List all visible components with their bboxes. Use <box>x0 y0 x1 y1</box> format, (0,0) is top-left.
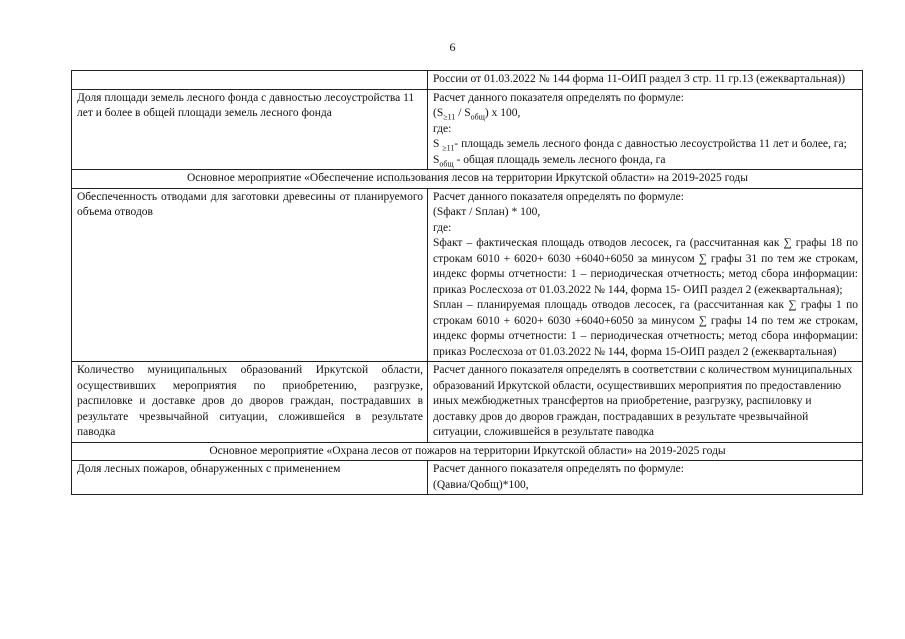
indicator-table <box>71 70 863 495</box>
calculation-cell <box>428 461 863 495</box>
table-row <box>72 89 863 170</box>
formula-subscript: ≥11 <box>443 112 456 122</box>
table-row <box>72 188 863 362</box>
calculation-cell: Расчет данного показателя определять в соответствии с количеством муниципальных образований Иркутской области, осуществивших мероприятия по предоставлению иных межбюджетных трансфертов на приобретение, разгрузку, распиловку и доставку дров до дворов граждан, пострадавших в результате чрезвычайной ситуации, сложившейся в результате паводка <box>428 362 863 443</box>
table-row <box>72 71 863 90</box>
page-number: 6 <box>449 40 456 54</box>
calculation-cell <box>428 188 863 362</box>
definition-symbol: S <box>433 153 440 166</box>
indicator-name-cell: Доля площади земель лесного фонда с давностью лесоустройства 11 лет и более в общей площади земель лесного фонда <box>72 89 428 170</box>
section-heading: Основное мероприятие «Обеспечение использования лесов на территории Иркутской области» на 2019-2025 годы <box>72 170 863 189</box>
formula: (Sфакт / Sплан) * 100, <box>433 206 541 218</box>
indicator-name-cell <box>72 71 428 90</box>
indicator-name-cell: Обеспеченность отводами для заготовки древесины от планируемого объема отводов <box>72 188 428 362</box>
formula-part: ) х 100, <box>484 107 521 119</box>
definition <box>433 137 858 153</box>
indicator-name-cell: Количество муниципальных образований Иркутской области, осуществивших мероприятия по приобретению, разгрузке, распиловке и доставке дров до дворов граждан, пострадавших в результате чрезвычайной ситуации, сложившейся в результате паводка <box>72 362 428 443</box>
formula <box>433 106 858 122</box>
calculation-text: России от 01.03.2022 № 144 форма 11-ОИП раздел 3 стр. 11 гр.13 (ежеквартальная)) <box>433 73 846 85</box>
definition <box>433 153 858 169</box>
where-label: где: <box>433 221 452 234</box>
table-row <box>72 362 863 443</box>
section-heading: Основное мероприятие «Охрана лесов от пожаров на территории Иркутской области» на 2019-2025 годы <box>72 442 863 461</box>
calculation-cell <box>428 71 863 90</box>
formula-intro: Расчет данного показателя определять по формуле: <box>433 190 684 203</box>
formula-subscript: общ <box>470 112 485 122</box>
formula-subscript: общ <box>439 158 454 168</box>
definition-text: - площадь земель лесного фонда с давностью лесоустройства 11 лет и более, га; <box>454 138 847 150</box>
formula-subscript: ≥11 <box>442 143 455 153</box>
table-row <box>72 461 863 495</box>
calculation-cell <box>428 89 863 170</box>
definition: Sплан – планируемая площадь отводов лесосек, га (рассчитанная как ∑ графы 1 по строкам 6010 + 6020+ 6030 +6040+6050 за минусом ∑ графы 14 по тем же строкам, индекс формы отчетности: 1 – периодическая отчетность; метод сбора информации: приказ Рослесхоза от 01.03.2022 № 144, форма 15-ОИП раздел 2 (ежеквартальная) <box>433 299 858 358</box>
formula-intro: Расчет данного показателя определять по формуле: <box>433 463 684 475</box>
section-row <box>72 170 863 189</box>
formula-part: / S <box>455 107 471 119</box>
indicator-name-cell: Доля лесных пожаров, обнаруженных с применением <box>72 461 428 495</box>
formula-intro: Расчет данного показателя определять по формуле: <box>433 91 684 104</box>
formula: (Qавиа/Qобщ)*100, <box>433 478 529 491</box>
definition: Sфакт – фактическая площадь отводов лесосек, га (рассчитанная как ∑ графы 18 по строкам 6010 + 6020+ 6030 +6040+6050 за минусом ∑ графы 31 по тем же строкам, индекс формы отчетности: 1 – периодическая отчетность; метод сбора информации: приказ Рослесхоза от 01.03.2022 № 144, форма 15- ОИП раздел 2 (ежеквартальная); <box>433 237 858 296</box>
definition-text: - общая площадь земель лесного фонда, га <box>453 153 666 166</box>
formula-part: (S <box>433 107 444 119</box>
where-label: где: <box>433 122 452 135</box>
section-row <box>72 442 863 461</box>
definition-symbol: S <box>433 138 443 150</box>
